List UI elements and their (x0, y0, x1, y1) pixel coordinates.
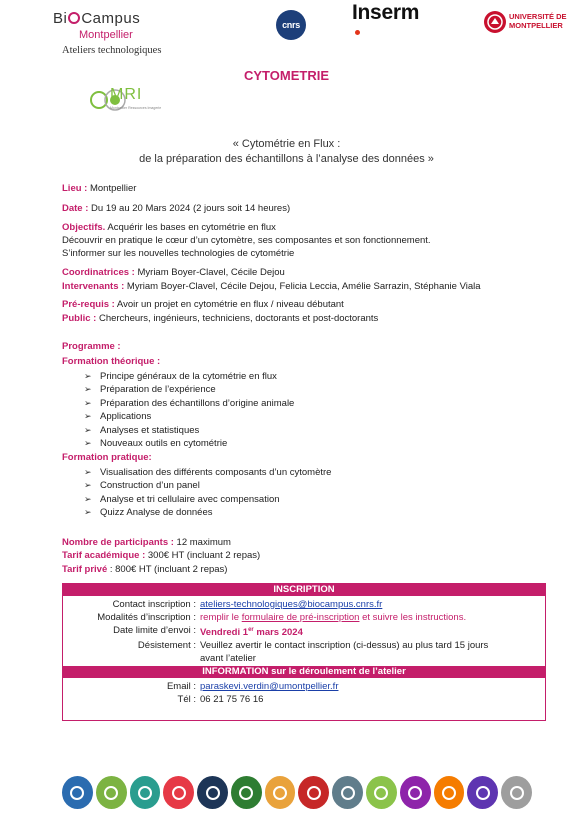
list-item: ➢ Nouveaux outils en cytométrie (84, 437, 228, 449)
desistement-label: Désistement : (137, 640, 196, 652)
email-label: Email : (166, 681, 196, 693)
antibody-icon (96, 776, 127, 809)
alpha-icon (501, 776, 532, 809)
arrow-icon: ➢ (84, 384, 92, 395)
arrow-icon: ➢ (84, 370, 92, 381)
table-row (63, 693, 545, 706)
chip-icon (467, 776, 498, 809)
inserm-dot (355, 30, 360, 35)
arrow-icon: ➢ (84, 507, 92, 518)
microscope-icon (265, 776, 296, 809)
date-row: Date : Du 19 au 20 Mars 2024 (2 jours soit 14 heures) (62, 203, 291, 214)
um-seal-icon (484, 11, 506, 33)
table-row: Modalités d’inscription : remplir le formulaire de pré-inscription et suivre les instructions. (63, 611, 545, 624)
table-row (63, 680, 545, 693)
arrow-icon: ➢ (84, 424, 92, 435)
list-item: ➢ Analyse et tri cellulaire avec compensation (84, 493, 280, 505)
desistement-value: Veuillez avertir le contact inscription (ci-dessus) au plus tard 15 jours avant l’atelier (200, 640, 489, 665)
ring-icon (68, 12, 80, 24)
biocampus-logo: Bi Campus Montpellier (53, 10, 141, 41)
inscription-table (62, 583, 546, 721)
plate-icon (163, 776, 194, 809)
pipette-icon (400, 776, 431, 809)
tarif-prive-row: Tarif privé : 800€ HT (incluant 2 repas) (62, 564, 228, 575)
arrow-icon: ➢ (84, 480, 92, 491)
limite-value: Vendredi 1er mars 2024 (200, 627, 303, 639)
platform-icons (62, 776, 532, 816)
objectifs-row: Objectifs. Acquérir les bases en cytométrie en flux (62, 222, 276, 233)
mouse-icon (298, 776, 329, 809)
objectifs-line2: Découvrir en pratique le cœur d’un cytomètre, ses composantes et son fonctionnement. (62, 235, 431, 246)
participants-row: Nombre de participants : 12 maximum (62, 537, 231, 548)
arrow-icon: ➢ (84, 466, 92, 477)
list-item: ➢ Préparation des échantillons d’origine animale (84, 397, 295, 409)
arrow-icon: ➢ (84, 411, 92, 422)
arrow-icon: ➢ (84, 493, 92, 504)
chromatography-icon (62, 776, 93, 809)
pratique-heading: Formation pratique: (62, 452, 152, 463)
ateliers-label: Ateliers technologiques (62, 45, 162, 56)
list-item: ➢ Principe généraux de la cytométrie en flux (84, 370, 277, 382)
table-row (63, 639, 545, 665)
coordinatrices-row: Coordinatrices : Myriam Boyer-Clavel, Cécile Dejou (62, 267, 285, 278)
info-email-link[interactable]: paraskevi.verdin@umontpellier.fr (200, 681, 339, 693)
objectifs-line3: S’informer sur les nouvelles technologies de cytométrie (62, 248, 295, 259)
list-item: ➢ Visualisation des différents composants d’un cytomètre (84, 466, 332, 478)
petri-icon (231, 776, 262, 809)
um-logo-text: UNIVERSITÉ DE MONTPELLIER (509, 12, 567, 30)
contact-label: Contact inscription : (112, 599, 196, 610)
theorique-heading: Formation théorique : (62, 356, 161, 367)
course-subtitle: « Cytométrie en Flux : de la préparation des échantillons à l’analyse des données » (139, 138, 434, 165)
mri-name: MRI (110, 86, 143, 103)
list-item: ➢ Applications (84, 411, 152, 423)
table-row (63, 598, 545, 611)
inserm-logo: Inserm (352, 1, 420, 24)
arrow-icon: ➢ (84, 437, 92, 448)
list-item: ➢ Quizz Analyse de données (84, 507, 213, 519)
tel-value: 06 21 75 76 16 (200, 694, 264, 706)
intervenants-row: Intervenants : Myriam Boyer-Clavel, Cécile Dejou, Felicia Leccia, Amélie Sarrazin, Stéphanie Viala (62, 281, 481, 292)
pratique-list (84, 466, 331, 520)
sequencing-icon (332, 776, 363, 809)
inscription-heading: INSCRIPTION (63, 584, 545, 596)
cnrs-logo: cnrs (276, 10, 306, 40)
biocampus-subtitle: Montpellier (79, 29, 133, 41)
list-item: ➢ Construction d’un panel (84, 480, 200, 492)
flask-icon (434, 776, 465, 809)
information-heading: INFORMATION sur le déroulement de l’atelier (63, 666, 545, 678)
table-row (63, 624, 545, 639)
theorique-list (84, 370, 294, 450)
tarif-academique-row: Tarif académique : 300€ HT (incluant 2 repas) (62, 550, 261, 561)
arrow-icon: ➢ (84, 397, 92, 408)
mri-subtitle: Montpellier Ressources Imagerie (110, 106, 162, 110)
microscope-lens-icon (130, 776, 161, 809)
page-title: CYTOMETRIE (244, 68, 329, 83)
tel-label: Tél : (177, 694, 196, 706)
dna-helix-icon (197, 776, 228, 809)
prerequis-row: Pré-requis : Avoir un projet en cytométrie en flux / niveau débutant (62, 299, 344, 310)
list-item: ➢ Analyses et statistiques (84, 424, 200, 436)
programme-heading: Programme : (62, 341, 121, 352)
modalites-label: Modalités d’inscription : (97, 612, 196, 623)
public-row: Public : Chercheurs, ingénieurs, techniciens, doctorants et post-doctorants (62, 313, 379, 324)
list-item: ➢ Préparation de l’expérience (84, 384, 216, 396)
preinscription-form-link[interactable]: formulaire de pré-inscription (241, 612, 360, 623)
molecule-icon (366, 776, 397, 809)
limite-label: Date limite d’envoi : (113, 625, 196, 636)
contact-email-link[interactable]: ateliers-technologiques@biocampus.cnrs.fr (200, 599, 383, 610)
lieu-row: Lieu : Montpellier (62, 183, 137, 194)
